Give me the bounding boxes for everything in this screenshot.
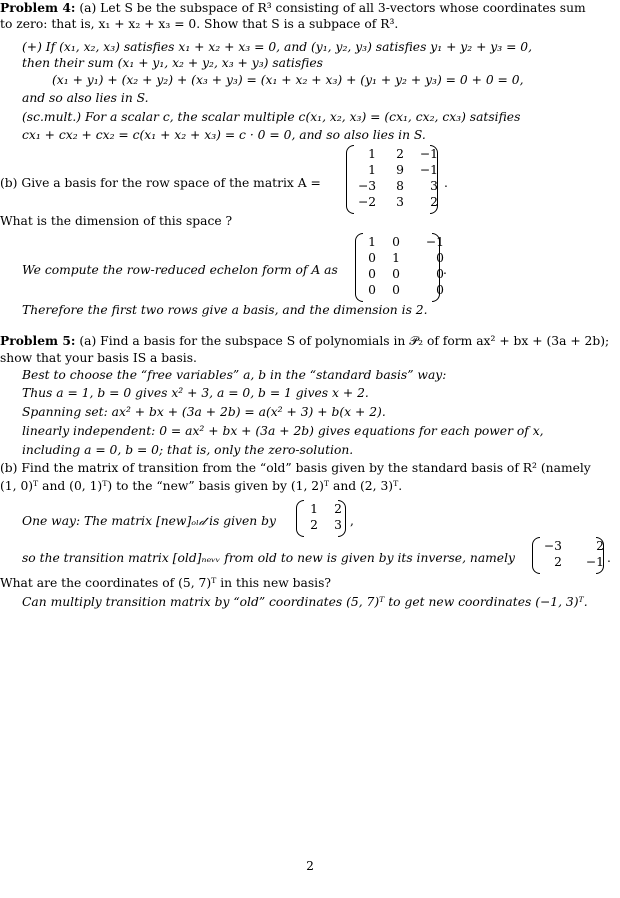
p4-plus-line2: then their sum (x₁ + y₁, x₂ + y₂, x₃ + y₃) satisfies (22, 56, 323, 70)
p4-b-text: (b) Give a basis for the row space of the matrix A = (0, 176, 321, 190)
p4-heading: Problem 4: (0, 0, 76, 15)
matrix-inverse-tail: . (607, 551, 611, 565)
p4-dim-question: What is the dimension of this space ? (0, 214, 233, 228)
matrix-a-entries (358, 146, 438, 210)
matrix-a-right-bracket (430, 145, 438, 214)
matrix-a-period: . (444, 176, 448, 190)
matrix-a-entry-r2c3: −1 (419, 163, 438, 177)
matrix-rref-entry-r2c3: 0 (436, 251, 444, 265)
matrix-a-entry-r3c3: 3 (430, 179, 438, 193)
matrix-a-entry-r1c3: −1 (419, 147, 438, 161)
p4-a-line2: to zero: that is, x₁ + x₂ + x₃ = 0. Show that S is a subpace of R³. (0, 17, 399, 31)
matrix-a-entry-r1c2: 2 (396, 147, 404, 161)
matrix-rref-entry-r4c3: 0 (436, 283, 444, 297)
p5-b-line1: (b) Find the matrix of transition from the “old” basis given by the standard basis of R² (namely (0, 461, 591, 475)
p5-a-text1: (a) Find a basis for the subspace S of polynomials in 𝒫₂ of form ax² + bx + (3a + 2b); (79, 334, 610, 348)
matrix-new-entries (306, 501, 342, 533)
matrix-inverse-entry-r1c1: −3 (543, 539, 562, 553)
matrix-new-entry-r2c1: 2 (310, 518, 318, 532)
p5-step4: linearly independent: 0 = ax² + bx + (3a + 2b) gives equations for each power of x, (22, 424, 544, 438)
matrix-inverse-entry-r1c2: 2 (596, 539, 604, 553)
p4-conclusion: Therefore the first two rows give a basis, and the dimension is 2. (22, 303, 428, 317)
matrix-new-entry-r1c1: 1 (310, 502, 318, 516)
p5-a-line2: show that your basis IS a basis. (0, 351, 197, 365)
matrix-new-left-bracket (296, 500, 304, 537)
p5-coord-question: What are the coordinates of (5, 7)ᵀ in this new basis? (0, 576, 332, 590)
page-number: 2 (306, 859, 314, 873)
matrix-new-entry-r1c2: 2 (334, 502, 342, 516)
p5-step3: Spanning set: ax² + bx + (3a + 2b) = a(x² + 3) + b(x + 2). (22, 405, 386, 419)
matrix-rref-period: . (443, 263, 447, 277)
p4-plus-equation: (x₁ + y₁) + (x₂ + y₂) + (x₃ + y₃) = (x₁ + x₂ + x₃) + (y₁ + y₂ + y₃) = 0 + 0 = 0, (52, 73, 524, 87)
matrix-a-entry-r4c1: −2 (358, 195, 377, 209)
matrix-inverse-entry-r2c1: 2 (554, 555, 562, 569)
matrix-rref-entry-r1c2: 0 (392, 235, 400, 249)
matrix-rref-left-bracket (355, 233, 363, 302)
matrix-rref-entry-r4c2: 0 (392, 283, 400, 297)
matrix-rref-right-bracket (432, 233, 440, 302)
matrix-inverse-left-bracket (532, 537, 540, 574)
matrix-inverse-entries (540, 538, 604, 570)
matrix-rref-entry-r3c2: 0 (392, 267, 400, 281)
p5-step1: Best to choose the “free variables” a, b in the “standard basis” way: (22, 368, 447, 382)
matrix-a-entry-r1c1: 1 (368, 147, 376, 161)
p4-mult-line1: (sc.mult.) For a scalar c, the scalar multiple c(x₁, x₂, x₃) = (cx₁, cx₂, cx₃) satsifies (22, 110, 521, 124)
matrix-rref-entry-r1c3: −1 (425, 235, 444, 249)
matrix-inverse-right-bracket (596, 537, 604, 574)
matrix-rref-entry-r4c1: 0 (368, 283, 376, 297)
p4-a-text1: (a) Let S be the subspace of R³ consisting of all 3-vectors whose coordinates sum (79, 1, 586, 15)
matrix-a-entry-r2c1: 1 (368, 163, 376, 177)
matrix-rref-entry-r3c3: 0 (436, 267, 444, 281)
p5-a-line1 (0, 333, 609, 349)
matrix-new-entry-r2c2: 3 (334, 518, 342, 532)
matrix-a-entry-r4c3: 2 (430, 195, 438, 209)
p4-mult-line2: cx₁ + cx₂ + cx₂ = c(x₁ + x₂ + x₃) = c · 0 = 0, and so also lies in S. (22, 128, 426, 142)
matrix-a-entry-r2c2: 9 (396, 163, 404, 177)
matrix-rref-entry-r2c2: 1 (392, 251, 400, 265)
matrix-new-tail: , (350, 514, 354, 528)
p5-heading: Problem 5: (0, 333, 76, 348)
matrix-inverse-entry-r2c2: −1 (585, 555, 604, 569)
p5-step5: including a = 0, b = 0; that is, only the zero-solution. (22, 443, 354, 457)
matrix-rref-entry-r3c1: 0 (368, 267, 376, 281)
matrix-a-entry-r4c2: 3 (396, 195, 404, 209)
p5-inverse-text: so the transition matrix [old]ₙₑᵥᵥ from old to new is given by its inverse, namely (22, 551, 515, 565)
p5-coord-answer: Can multiply transition matrix by “old” coordinates (5, 7)ᵀ to get new coordinates (−1, 3)ᵀ. (22, 595, 588, 609)
p4-rref-text: We compute the row-reduced echelon form of A as (22, 263, 338, 277)
p4-plus-line3: and so also lies in S. (22, 91, 149, 105)
p5-b-line2: (1, 0)ᵀ and (0, 1)ᵀ) to the “new” basis given by (1, 2)ᵀ and (2, 3)ᵀ. (0, 479, 403, 493)
matrix-rref-entry-r1c1: 1 (368, 235, 376, 249)
p4-a-line1 (0, 0, 586, 16)
matrix-a-entry-r3c2: 8 (396, 179, 404, 193)
matrix-new-right-bracket (338, 500, 346, 537)
p4-plus-line1: (+) If (x₁, x₂, x₃) satisfies x₁ + x₂ + x₃ = 0, and (y₁, y₂, y₃) satisfies y₁ + y₂ + y₃ = 0, (22, 40, 533, 54)
p5-step2: Thus a = 1, b = 0 gives x² + 3, a = 0, b = 1 gives x + 2. (22, 386, 369, 400)
p5-oneway-text: One way: The matrix [new]ₒₗ𝒹 is given by (22, 514, 276, 528)
matrix-a-left-bracket (346, 145, 354, 214)
matrix-rref-entry-r2c1: 0 (368, 251, 376, 265)
matrix-a-entry-r3c1: −3 (358, 179, 377, 193)
